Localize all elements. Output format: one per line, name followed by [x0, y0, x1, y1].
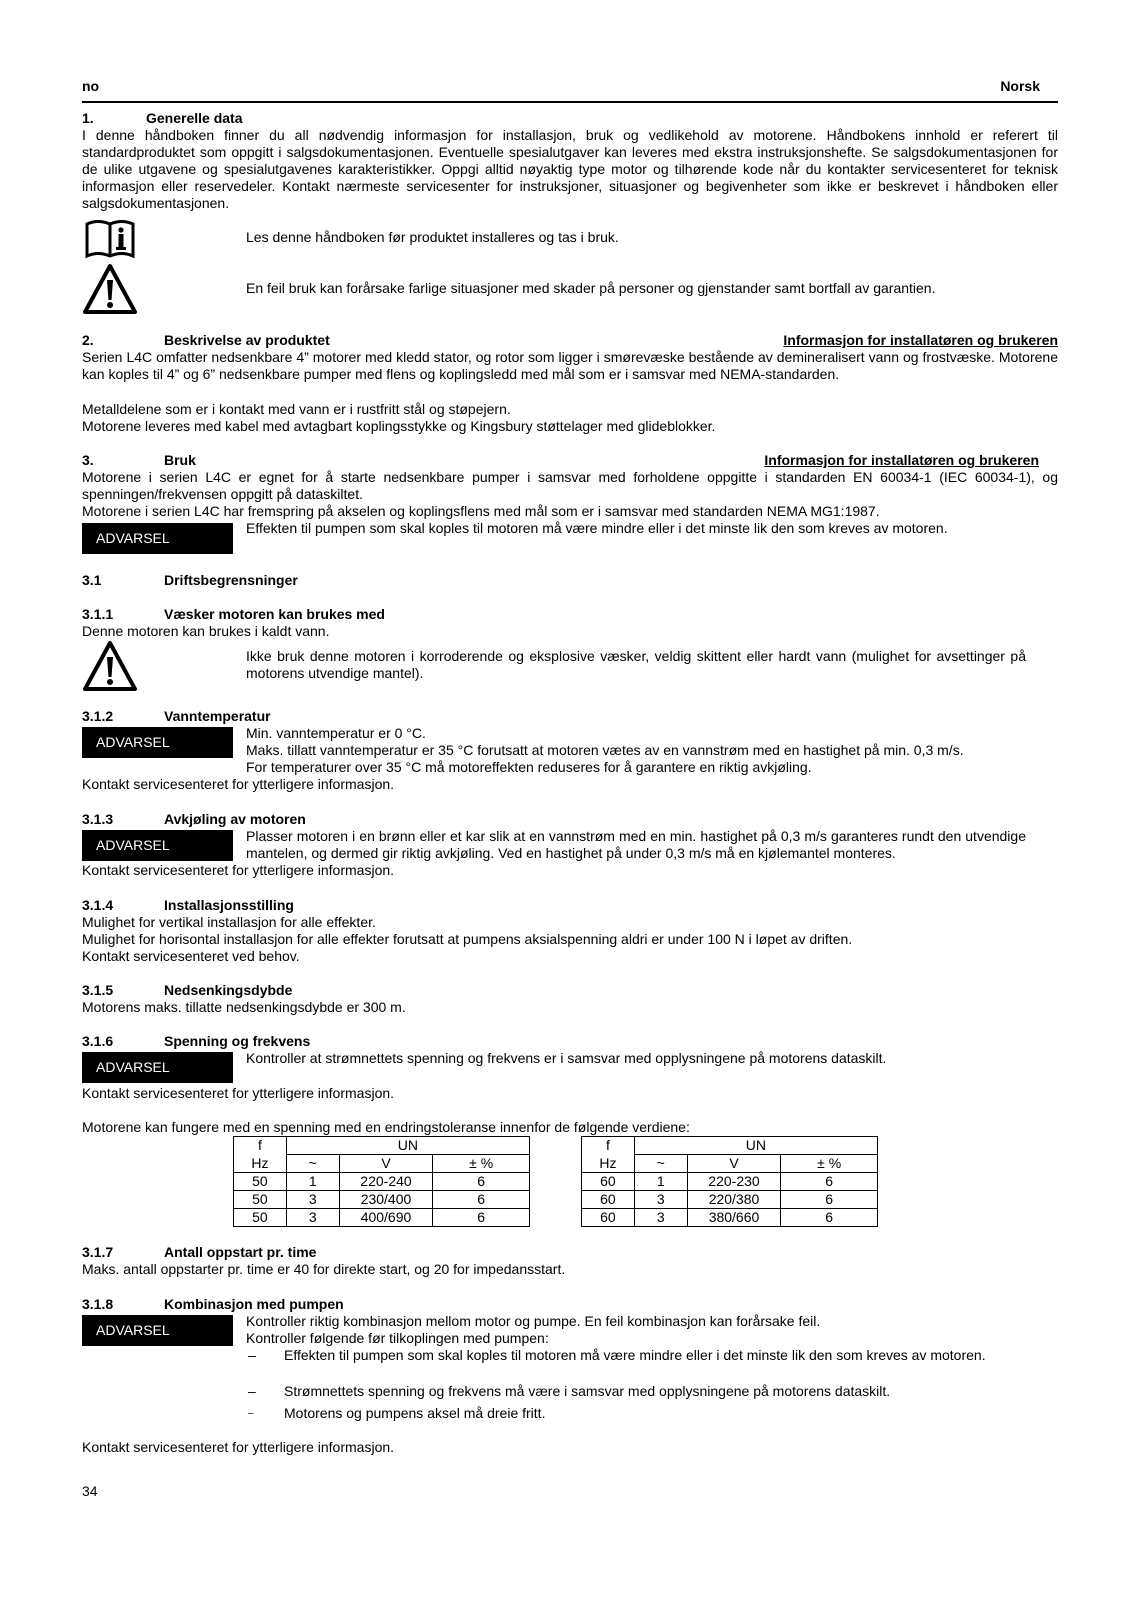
table-cell: 6: [433, 1209, 530, 1227]
col-header-un: UN: [286, 1137, 529, 1155]
section-title: Bruk: [164, 452, 196, 468]
list-bullet: –: [248, 1383, 256, 1399]
min-temperature: Min. vanntemperatur er 0 °C.: [246, 725, 426, 741]
col-header-tolerance: ± %: [781, 1155, 878, 1173]
section-number: 3.1.8: [82, 1296, 114, 1312]
warning-triangle-icon: [82, 640, 138, 692]
voltage-table-50hz: [233, 1136, 530, 1227]
section-3-1-1-body: Denne motoren kan brukes i kaldt vann.: [82, 623, 330, 639]
section-3-1-7-body: Maks. antall oppstarter pr. time er 40 for direkte start, og 20 for impedansstart.: [82, 1261, 566, 1277]
table-cell: 3: [286, 1209, 339, 1227]
table-row: [582, 1209, 878, 1227]
col-header-f: f: [582, 1137, 635, 1155]
misuse-warning-note: En feil bruk kan forårsake farlige situasjoner med skader på personer og gjenstander samt bortfall av garantien.: [246, 280, 936, 296]
col-header-phase: ~: [286, 1155, 339, 1173]
col-header-v: V: [339, 1155, 433, 1173]
table-row: [234, 1173, 530, 1191]
warning-triangle-icon: [82, 263, 138, 315]
section-title: Væsker motoren kan brukes med: [164, 606, 385, 622]
warning-label: ADVARSEL: [82, 523, 233, 554]
language-name: Norsk: [1000, 78, 1040, 94]
section-1-heading: [82, 110, 243, 127]
section-number: 3.1.1: [82, 606, 114, 622]
section-3-1-heading: [82, 572, 298, 589]
section-2-materials: Metalldelene som er i kontakt med vann er i rustfritt stål og støpejern.: [82, 401, 511, 417]
section-3-1-3-heading: [82, 811, 306, 828]
section-3-1-2-heading: [82, 708, 271, 725]
section-title: Generelle data: [146, 110, 243, 126]
section-3-heading: [82, 452, 196, 469]
section-2-body: Serien L4C omfatter nedsenkbare 4” motorer med kledd stator, og rotor som ligger i smørevæske bestående av demineralisert vann og frostvæske. Motorene kan koples til 4” og 6” nedsenkbare pumper med flens og koplingsledd med mål som er i samsvar med NEMA-standarden.: [82, 349, 1058, 382]
table-cell: 380/660: [687, 1209, 781, 1227]
section-2-heading: [82, 332, 330, 349]
section-3-1-3-text: Plasser motoren i en brønn eller et kar slik at en vannstrøm med en min. hastighet på 0,3 m/s garanteres rundt den utvendige mantelen, og dermed gir riktig avkjøling. Ved en hastighet på under 0,3 m/s må en kjølemantel monteres.: [246, 828, 1026, 861]
section-number: 3.1.6: [82, 1033, 114, 1049]
section-number: 3.1.3: [82, 811, 114, 827]
section-3-1-6-heading: [82, 1033, 310, 1050]
table-row: [582, 1173, 878, 1191]
section-1-body: I denne håndboken finner du all nødvendig informasjon for installasjon, bruk og vedlikehold av motorene. Håndbokens innhold er referert til standardproduktet som oppgitt i salgsdokumentasjonen. Eventuelle spesialutgaver kan leveres med ekstra instruksjonshefte. Se salgsdokumentasjonen for de ulike utgavene og spesialutgavenes karakteristikker. Oppgi alltid nøyaktig type motor og tilhørende kode når du kontakter servicesenteret for teknisk informasjon eller reservedeler. Kontakt nærmeste servicesenter for instruksjoner, situasjoner og begivenheter som ikke er beskrevet i håndboken eller salgsdokumentasjonen.: [82, 127, 1058, 211]
section-title: Beskrivelse av produktet: [164, 332, 330, 348]
table-cell: 3: [286, 1191, 339, 1209]
table-cell: 1: [286, 1173, 339, 1191]
temperature-derating: For temperaturer over 35 °C må motoreffekten reduseres for å garantere en riktig avkjøling.: [246, 759, 812, 775]
contact-service-text: Kontakt servicesenteret for ytterligere informasjon.: [82, 1439, 395, 1455]
section-3-1-5-heading: [82, 982, 292, 999]
table-cell: 50: [234, 1173, 287, 1191]
section-3-1-7-heading: [82, 1244, 316, 1261]
table-cell: 60: [582, 1209, 635, 1227]
page-number: 34: [82, 1483, 98, 1499]
table-cell: 220/380: [687, 1191, 781, 1209]
voltage-table-60hz: [581, 1136, 878, 1227]
section-3-1-6-warning-text: Kontroller at strømnettets spenning og frekvens er i samsvar med opplysningene på motorens dataskilt.: [246, 1050, 887, 1066]
section-number: 3.1.5: [82, 982, 114, 998]
table-cell: 230/400: [339, 1191, 433, 1209]
section-number: 3.1.2: [82, 708, 114, 724]
max-temperature: Maks. tillatt vanntemperatur er 35 °C forutsatt at motoren vætes av en vannstrøm med en hastighet på min. 0,3 m/s.: [246, 742, 964, 758]
section-3-nema: Motorene i serien L4C har fremspring på akselen og koplingsflens med mål som er i samsvar med standarden NEMA MG1:1987.: [82, 503, 880, 519]
section-3-body: Motorene i serien L4C er egnet for å starte nedsenkbare pumper i samsvar med forholdene oppgitte i standarden EN 60034-1 (IEC 60034-1), og spenningen/frekvensen oppgitt på dataskiltet.: [82, 469, 1058, 502]
check-combination-text: Kontroller riktig kombinasjon mellom motor og pumpe. En feil kombinasjon kan forårsake feil.: [246, 1313, 821, 1329]
table-cell: 220-240: [339, 1173, 433, 1191]
table-cell: 6: [781, 1191, 878, 1209]
list-bullet: –: [248, 1408, 254, 1419]
section-3-1-1-heading: [82, 606, 385, 623]
list-item: Strømnettets spenning og frekvens må være i samsvar med opplysningene på motorens dataskilt.: [284, 1383, 891, 1399]
table-cell: 3: [634, 1191, 687, 1209]
table-cell: 6: [433, 1173, 530, 1191]
table-cell: 220-230: [687, 1173, 781, 1191]
section-number: 3.1.7: [82, 1244, 114, 1260]
section-title: Nedsenkingsdybde: [164, 982, 293, 998]
col-header-v: V: [687, 1155, 781, 1173]
col-header-f: f: [234, 1137, 287, 1155]
table-row: [582, 1191, 878, 1209]
contact-service-text: Kontakt servicesenteret for ytterligere informasjon.: [82, 776, 395, 792]
table-cell: 6: [781, 1209, 878, 1227]
col-header-hz: Hz: [582, 1155, 635, 1173]
read-manual-icon: [84, 218, 136, 260]
col-header-tolerance: ± %: [433, 1155, 530, 1173]
section-3-warning-text: Effekten til pumpen som skal koples til motoren må være mindre eller i det minste lik den som kreves av motoren.: [246, 520, 948, 536]
section-title: Spenning og frekvens: [164, 1033, 311, 1049]
section-number: 1.: [82, 110, 94, 126]
section-title: Installasjonsstilling: [164, 897, 294, 913]
section-title: Driftsbegrensninger: [164, 572, 298, 588]
header-divider: [82, 101, 1058, 103]
table-cell: 6: [781, 1173, 878, 1191]
col-header-un: UN: [634, 1137, 877, 1155]
section-3-audience: Informasjon for installatøren og brukeren: [764, 452, 1039, 468]
warning-label: ADVARSEL: [82, 830, 233, 861]
list-bullet: –: [248, 1347, 256, 1363]
section-2-supply: Motorene leveres med kabel med avtagbart koplingsstykke og Kingsbury støttelager med glideblokker.: [82, 418, 716, 434]
voltage-tolerance-intro: Motorene kan fungere med en spenning med en endringstoleranse innenfor de følgende verdiene:: [82, 1119, 690, 1135]
check-before-connect-text: Kontroller følgende før tilkoplingen med pumpen:: [246, 1330, 549, 1346]
list-item: Motorens og pumpens aksel må dreie fritt.: [284, 1405, 546, 1421]
table-cell: 6: [433, 1191, 530, 1209]
table-row: [234, 1209, 530, 1227]
section-3-1-8-heading: [82, 1296, 344, 1313]
section-3-1-5-body: Motorens maks. tillatte nedsenkingsdybde er 300 m.: [82, 999, 406, 1015]
section-number: 3.: [82, 452, 94, 468]
table-cell: 50: [234, 1209, 287, 1227]
table-cell: 400/690: [339, 1209, 433, 1227]
warning-label: ADVARSEL: [82, 1052, 233, 1083]
page-header: [82, 78, 1040, 95]
table-row: [234, 1191, 530, 1209]
table-cell: 3: [634, 1209, 687, 1227]
vertical-installation: Mulighet for vertikal installasjon for alle effekter.: [82, 914, 376, 930]
contact-service-text: Kontakt servicesenteret ved behov.: [82, 948, 300, 964]
read-manual-note: Les denne håndboken før produktet installeres og tas i bruk.: [246, 229, 619, 245]
col-header-hz: Hz: [234, 1155, 287, 1173]
table-cell: 50: [234, 1191, 287, 1209]
section-title: Avkjøling av motoren: [164, 811, 306, 827]
section-title: Kombinasjon med pumpen: [164, 1296, 344, 1312]
list-item: Effekten til pumpen som skal koples til motoren må være mindre eller i det minste lik den som kreves av motoren.: [284, 1347, 986, 1363]
table-cell: 60: [582, 1173, 635, 1191]
section-3-1-1-warning: Ikke bruk denne motoren i korroderende og eksplosive væsker, veldig skittent eller hardt vann (mulighet for avsettinger på motorens utvendige mantel).: [246, 648, 1026, 681]
contact-service-text: Kontakt servicesenteret for ytterligere informasjon.: [82, 862, 395, 878]
language-code: no: [82, 78, 100, 94]
horizontal-installation: Mulighet for horisontal installasjon for alle effekter forutsatt at pumpens aksialspenning aldri er under 100 N i løpet av driften.: [82, 931, 853, 947]
section-number: 3.1.4: [82, 897, 114, 913]
section-number: 2.: [82, 332, 94, 348]
section-title: Vanntemperatur: [164, 708, 271, 724]
table-cell: 1: [634, 1173, 687, 1191]
section-2-audience: Informasjon for installatøren og brukeren: [783, 332, 1058, 348]
table-cell: 60: [582, 1191, 635, 1209]
section-title: Antall oppstart pr. time: [164, 1244, 317, 1260]
warning-label: ADVARSEL: [82, 727, 233, 758]
contact-service-text: Kontakt servicesenteret for ytterligere informasjon.: [82, 1085, 395, 1101]
section-3-1-4-heading: [82, 897, 294, 914]
section-number: 3.1: [82, 572, 102, 588]
warning-label: ADVARSEL: [82, 1315, 233, 1346]
col-header-phase: ~: [634, 1155, 687, 1173]
